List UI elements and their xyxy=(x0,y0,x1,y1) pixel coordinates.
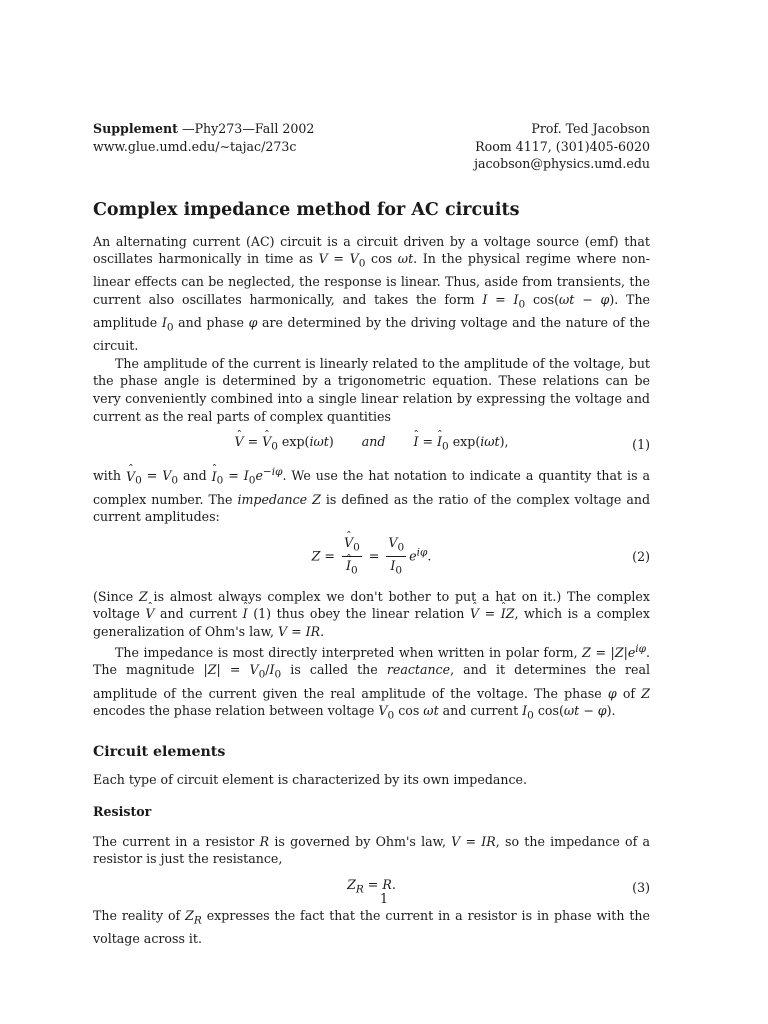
paragraph-resistor: The current in a resistor R is governed by Ohm's law, V = IR, so the impedance of a resistor is just the resistance, xyxy=(93,833,650,867)
paragraph-impedance-def: with ˆ $V_0 = V_0$ and ˆ $I_0 = I_0e^{-i\varphi}$. We use the hat notation to indicate a quantity that is a complex number. The impedance Z is defined as the ratio of the complex voltage and current amplitudes: xyxy=(93,464,650,525)
equation-2-number: (2) xyxy=(632,549,650,565)
course-url: www.glue.umd.edu/∼tajac/273c xyxy=(93,138,297,154)
subsection-heading-resistor: Resistor xyxy=(93,803,152,819)
author-name: Prof. Ted Jacobson xyxy=(531,121,650,136)
author-email: jacobson@physics.umd.edu xyxy=(474,156,650,172)
paper-page xyxy=(93,120,650,948)
paragraph-linear-relation: The amplitude of the current is linearly related to the amplitude of the voltage, but the phase angle is determined by a trigonometric equation. These relations can be very conveniently combined into a single linear relation by expressing the voltage and current as the real parts of complex quantities xyxy=(93,355,650,424)
impedance-term: impedance xyxy=(237,491,308,507)
page-number: 1 xyxy=(379,891,388,906)
paragraph-intro: An alternating current (AC) circuit is a circuit driven by a voltage source (emf) that oscillates harmonically in time as $V = V_0$ cos ωt. In the physical regime where non-linear effects can be neglected, the response is linear. Thus, aside from transients, the current also oscillates harmonically, and takes the form $I = I_0$ cos(ωt − φ). The amplitude $I_0$ and phase φ are determined by the driving voltage and the nature of the circuit. xyxy=(93,233,651,354)
eq1-and: and xyxy=(361,434,386,450)
equation-2: Z = ˆ $V_0$ ˆ $I_0$ = $\frac{V_0}{I_0}$ $e^{i\varphi}$. (2) xyxy=(93,534,650,580)
section-heading-circuit-elements: Circuit elements xyxy=(93,744,226,761)
document-header xyxy=(93,120,650,173)
equation-3: $Z_R = R$. (3) xyxy=(347,877,650,896)
course-term: —Phy273—Fall 2002 xyxy=(177,121,315,136)
course-info xyxy=(93,120,314,173)
equation-1-number: (1) xyxy=(632,437,650,453)
reactance-term: reactance xyxy=(386,662,451,678)
paragraph-circuit-elements: Each type of circuit element is characterized by its own impedance. xyxy=(93,772,528,788)
author-info xyxy=(474,120,650,173)
paper-title: Complex impedance method for AC circuits xyxy=(93,199,520,220)
supplement-label: Supplement xyxy=(93,121,178,136)
paragraph-polar-form: The impedance is most directly interpreted when written in polar form, $Z = |Z|e^{i\varphi}$. The magnitude $|Z| = V_0/I_0$ is called the reactance, and it determines the real amplitude of the current given the real amplitude of the voltage. The phase φ of Z encodes the phase relation between voltage $V_0$ cos ωt and current $I_0$ cos(ωt − φ). xyxy=(93,642,651,722)
paragraph-ohms-generalization: (Since Z is almost always complex we don't bother to put a hat on it.) The complex voltage ˆ V and current ˆ I (1) thus obey the linear relation ˆ V = ˆ IZ, which is a complex generalization of Ohm's law, V = IR. xyxy=(93,588,650,641)
author-room-phone: Room 4117, (301)405-6020 xyxy=(475,138,650,154)
equation-3-number: (3) xyxy=(632,879,650,895)
paragraph-resistor-phase: The reality of $Z_R$ expresses the fact that the current in a resistor is in phase with the voltage across it. xyxy=(93,908,650,947)
equation-1: ˆ V = ˆ $V_0$ exp(iωt) and ˆ I = ˆ $I_0$ exp(iωt), (1) xyxy=(93,433,650,456)
